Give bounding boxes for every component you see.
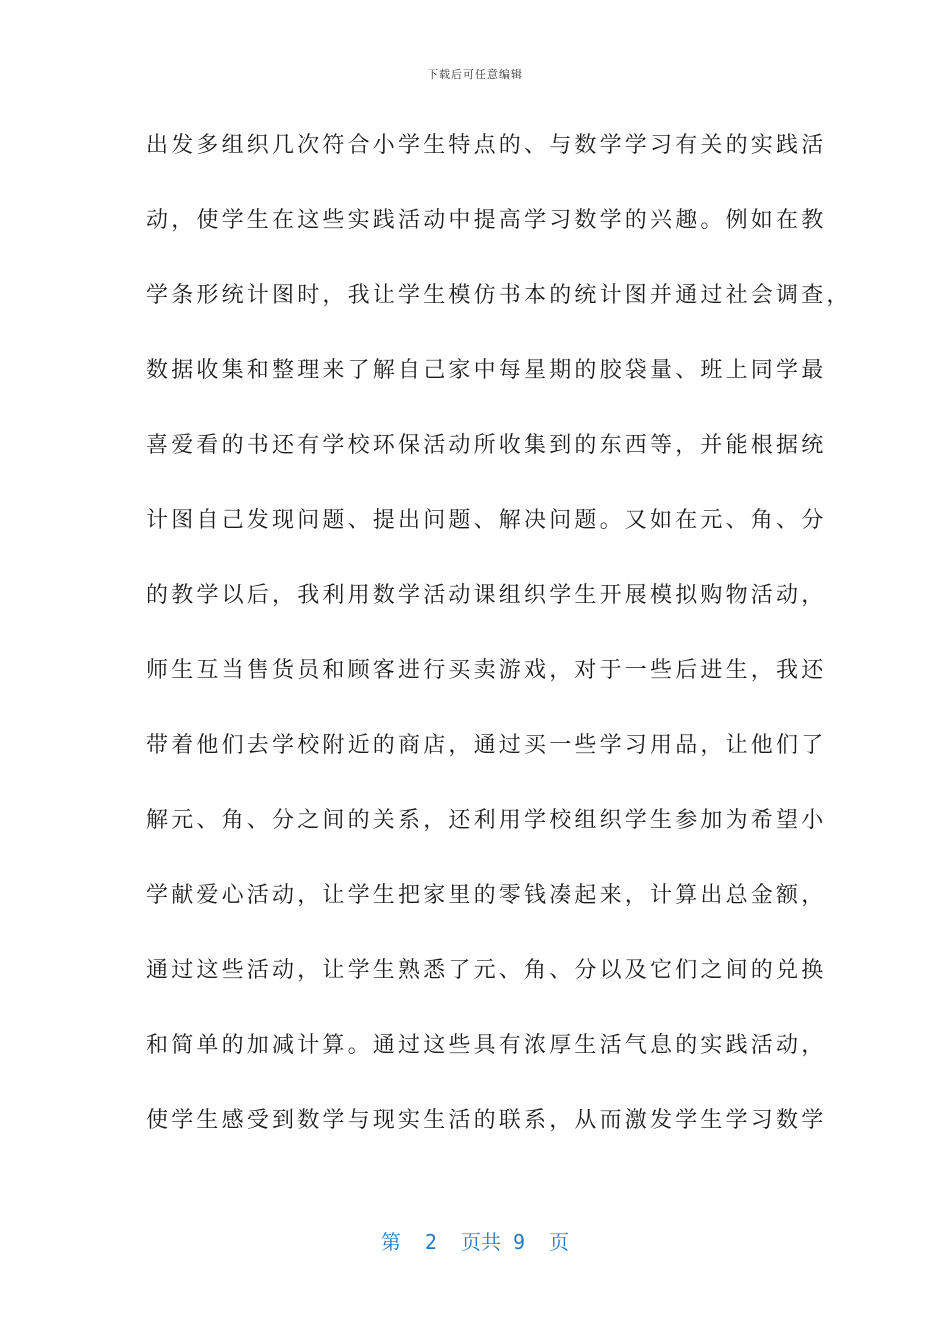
text-line: 师生互当售货员和顾客进行买卖游戏，对于一些后进生，我还: [146, 658, 827, 683]
text-line: 解元、角、分之间的关系，还利用学校组织学生参加为希望小: [146, 808, 827, 833]
text-line: 和简单的加减计算。通过这些具有浓厚生活气息的实践活动，: [146, 1033, 827, 1058]
text-line: 计图自己发现问题、提出问题、解决问题。又如在元、角、分: [146, 508, 827, 533]
body-paragraph: [146, 124, 852, 1174]
page-number-footer: 第 2 页共 9 页: [380, 1230, 570, 1254]
text-line: 通过这些活动，让学生熟悉了元、角、分以及它们之间的兑换: [146, 958, 827, 983]
text-line: 学献爱心活动，让学生把家里的零钱凑起来，计算出总金额，: [146, 883, 827, 908]
text-line: 出发多组织几次符合小学生特点的、与数学学习有关的实践活: [146, 133, 827, 158]
text-line: 的教学以后，我利用数学活动课组织学生开展模拟购物活动，: [146, 583, 827, 608]
text-line: 动，使学生在这些实践活动中提高学习数学的兴趣。例如在教: [146, 208, 827, 233]
page-header-note: 下载后可任意编辑: [427, 68, 523, 81]
text-line: 使学生感受到数学与现实生活的联系，从而激发学生学习数学: [146, 1108, 827, 1133]
text-line: 带着他们去学校附近的商店，通过买一些学习用品，让他们了: [146, 733, 827, 758]
text-line: 数据收集和整理来了解自己家中每星期的胶袋量、班上同学最: [146, 358, 827, 383]
text-line: 喜爱看的书还有学校环保活动所收集到的东西等，并能根据统: [146, 433, 827, 458]
text-line: 学条形统计图时，我让学生模仿书本的统计图并通过社会调查，: [146, 283, 852, 308]
